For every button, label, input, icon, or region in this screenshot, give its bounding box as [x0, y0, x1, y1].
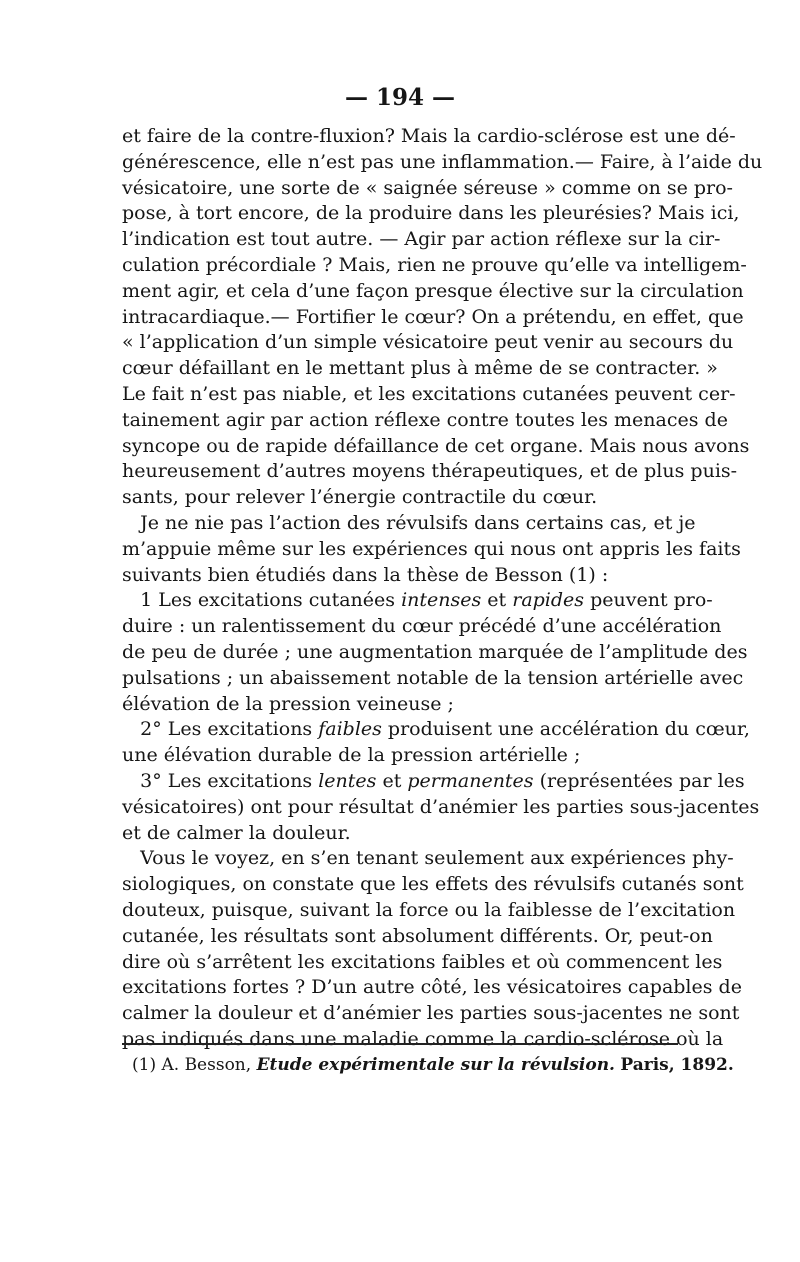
- page-number: — 194 —: [344, 84, 456, 111]
- text-line: vésicatoire, une sorte de « saignée séreuse » comme on se pro-: [122, 176, 733, 199]
- text-line: m’appuie même sur les expériences qui nous ont appris les faits: [122, 537, 741, 560]
- footnote-divider: [122, 1043, 678, 1045]
- text-line: 3° Les excitations lentes et permanentes (représentées par les: [122, 769, 745, 792]
- text-line: 2° Les excitations faibles produisent une accélération du cœur,: [122, 718, 750, 741]
- text-line: l’indication est tout autre. — Agir par action réflexe sur la cir-: [122, 228, 721, 251]
- text-line: une élévation durable de la pression artérielle ;: [122, 744, 581, 767]
- text-line: douteux, puisque, suivant la force ou la faiblesse de l’excitation: [122, 898, 736, 921]
- footnote: [132, 1055, 734, 1075]
- text-line: pas indiqués dans une maladie comme la cardio-sclérose où la: [122, 1027, 724, 1050]
- text-line: intracardiaque.— Fortifier le cœur? On a prétendu, en effet, que: [122, 305, 744, 328]
- text-line: sants, pour relever l’énergie contractile du cœur.: [122, 486, 598, 509]
- text-line: ment agir, et cela d’une façon presque élective sur la circulation: [122, 279, 744, 302]
- footnote-place-year: Paris, 1892.: [620, 1055, 734, 1075]
- text-line: Le fait n’est pas niable, et les excitations cutanées peuvent cer-: [122, 382, 736, 405]
- text-line: Je ne nie pas l’action des révulsifs dans certains cas, et je: [122, 511, 696, 534]
- text-line: générescence, elle n’est pas une inflammation.— Faire, à l’aide du: [122, 150, 763, 173]
- footnote-author: (1) A. Besson,: [132, 1055, 252, 1075]
- text-line: cutanée, les résultats sont absolument différents. Or, peut-on: [122, 924, 713, 947]
- text-line: duire : un ralentissement du cœur précédé d’une accélération: [122, 615, 722, 638]
- text-line: syncope ou de rapide défaillance de cet organe. Mais nous avons: [122, 434, 750, 457]
- text-line: élévation de la pression veineuse ;: [122, 692, 454, 715]
- text-line: siologiques, on constate que les effets des révulsifs cutanés sont: [122, 873, 744, 896]
- text-line: Vous le voyez, en s’en tenant seulement aux expériences phy-: [122, 847, 734, 870]
- text-line: « l’application d’un simple vésicatoire peut venir au secours du: [122, 331, 734, 354]
- footnote-title: Etude expérimentale sur la révulsion.: [256, 1055, 615, 1075]
- text-line: calmer la douleur et d’anémier les parties sous-jacentes ne sont: [122, 1002, 740, 1025]
- text-line: heureusement d’autres moyens thérapeutiques, et de plus puis-: [122, 460, 738, 483]
- text-line: pulsations ; un abaissement notable de la tension artérielle avec: [122, 666, 744, 689]
- text-line: suivants bien étudiés dans la thèse de Besson (1) :: [122, 563, 609, 586]
- text-line: et de calmer la douleur.: [122, 821, 351, 844]
- text-line: et faire de la contre-fluxion? Mais la cardio-sclérose est une dé-: [122, 125, 736, 147]
- text-line: dire où s’arrêtent les excitations faibles et où commencent les: [122, 950, 723, 973]
- text-line: culation précordiale ? Mais, rien ne prouve qu’elle va intelligem-: [122, 253, 747, 276]
- text-line: 1 Les excitations cutanées intenses et rapides peuvent pro-: [122, 589, 713, 612]
- text-line: tainement agir par action réflexe contre toutes les menaces de: [122, 408, 728, 431]
- text-line: vésicatoires) ont pour résultat d’anémier les parties sous-jacentes: [122, 795, 760, 818]
- text-line: excitations fortes ? D’un autre côté, les vésicatoires capables de: [122, 976, 742, 999]
- text-line: de peu de durée ; une augmentation marquée de l’amplitude des: [122, 640, 748, 663]
- text-line: cœur défaillant en le mettant plus à même de se contracter. »: [122, 357, 718, 380]
- text-line: pose, à tort encore, de la produire dans les pleurésies? Mais ici,: [122, 202, 740, 225]
- body-text: [122, 124, 763, 1053]
